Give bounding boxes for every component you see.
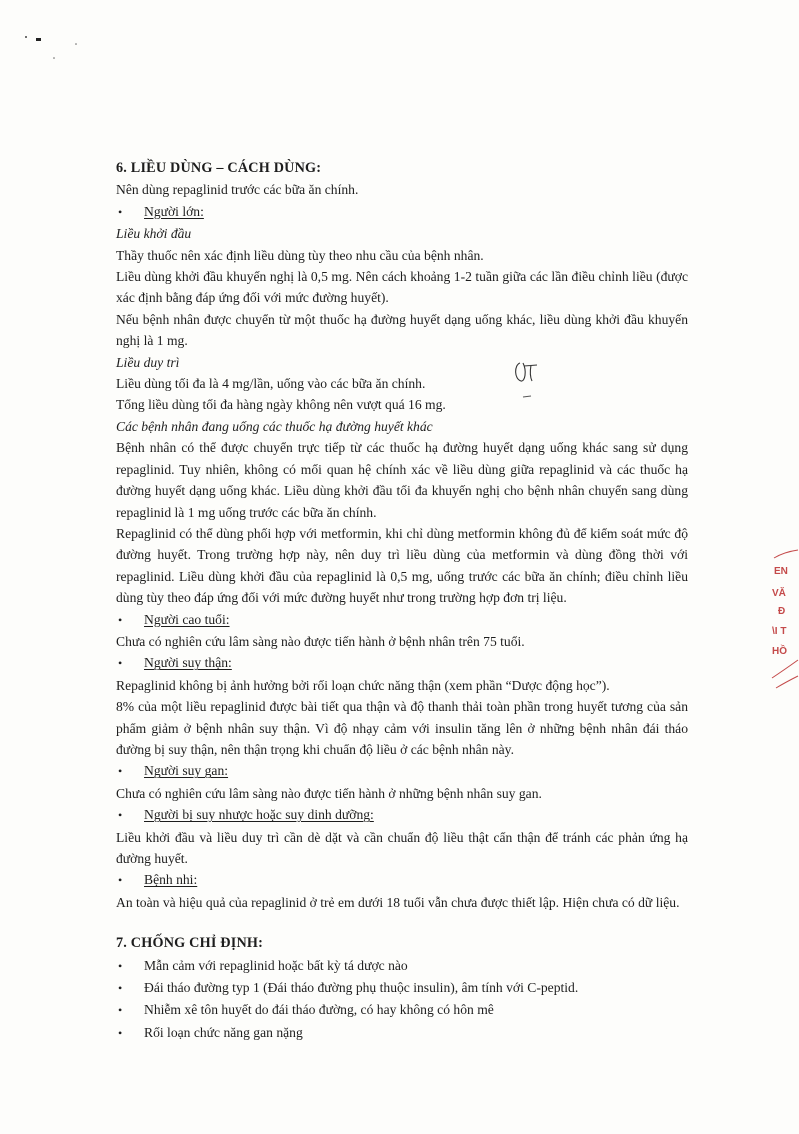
other-drugs-p1: Bệnh nhân có thể được chuyển trực tiếp từ các thuốc hạ đường huyết dạng uống khác sang sử dụng repaglinid. Tuy nhiên, không có mối quan hệ chính xác về liều dùng giữa repaglinid và các thuốc hạ đường huyết dạng uống khác. Liều dùng khởi đầu tối đa khuyến nghị cho bệnh nhân chuyển sang dùng repaglinid là 1 mg uống trước các bữa ăn chính. (116, 440, 688, 520)
hepatic-text: Chưa có nghiên cứu lâm sàng nào được tiến hành ở những bệnh nhân suy gan. (116, 785, 542, 801)
contraindication-item (116, 1022, 688, 1044)
margin-stamp (760, 548, 799, 698)
contraindication-item (116, 955, 688, 977)
initial-dose-p3: Nếu bệnh nhân được chuyển từ một thuốc hạ đường huyết dạng uống khác, liều dùng khởi đầu khuyến nghị là 1 mg. (116, 311, 688, 349)
subheading-maintenance: Liều duy trì (116, 354, 180, 370)
bullet-hepatic (116, 760, 688, 782)
bullet-icon: • (118, 1025, 123, 1040)
contraindication-text: Đái tháo đường typ 1 (Đái tháo đường phụ thuộc insulin), âm tính với C-peptid. (144, 980, 579, 996)
stamp-text: \I T (772, 626, 787, 637)
subheading-initial-dose: Liều khởi đầu (116, 226, 192, 242)
maintenance-p2: Tổng liều dùng tối đa hàng ngày không nên vượt quá 16 mg. (116, 397, 446, 413)
contraindication-text: Mẫn cảm với repaglinid hoặc bất kỳ tá dược nào (144, 957, 408, 973)
pediatric-text: An toàn và hiệu quả của repaglinid ở trẻ em dưới 18 tuổi vẫn chưa được thiết lập. Hiện chưa có dữ liệu. (116, 894, 680, 910)
subheading-hepatic: Người suy gan: (144, 763, 229, 779)
bullet-icon: • (118, 873, 123, 888)
debilitated-text: Liều khởi đầu và liều duy trì cần dè dặt và cần chuẩn độ liều thật cẩn thận để tránh các phản ứng hạ đường huyết. (116, 829, 688, 866)
section-6-heading: 6. LIỀU DÙNG – CÁCH DÙNG: (116, 160, 322, 176)
bullet-icon: • (118, 656, 123, 671)
subheading-adults: Người lớn: (144, 203, 204, 219)
bullet-icon: • (118, 808, 123, 823)
scan-specks (0, 0, 80, 60)
handwritten-mark (511, 357, 543, 401)
stamp-text: VĂ (772, 588, 786, 599)
bullet-icon: • (118, 764, 123, 779)
renal-p2: 8% của một liều repaglinid được bài tiết qua thận và độ thanh thải toàn phần trong huyết tương của sản phẩm giảm ở bệnh nhân suy thận. Vì độ nhạy cảm với insulin tăng lên ở những bệnh nhân đái tháo đường bị suy thận, nên thận trọng khi chuẩn độ liều ở các bệnh nhân này. (116, 699, 688, 757)
section-7-heading: 7. CHỐNG CHỈ ĐỊNH: (116, 935, 264, 952)
bullet-elderly (116, 609, 688, 631)
subheading-elderly: Người cao tuổi: (144, 611, 230, 627)
contraindication-item (116, 977, 688, 999)
bullet-icon: • (118, 958, 123, 973)
section-6-intro: Nên dùng repaglinid trước các bữa ăn chính. (116, 182, 359, 198)
bullet-icon: • (118, 612, 123, 627)
contraindication-text: Rối loạn chức năng gan nặng (144, 1024, 303, 1040)
subheading-pediatric: Bệnh nhi: (144, 872, 198, 888)
subheading-other-drugs: Các bệnh nhân đang uống các thuốc hạ đường huyết khác (116, 418, 433, 434)
stamp-text: HỒ (772, 646, 787, 657)
maintenance-p1: Liều dùng tối đa là 4 mg/lần, uống vào các bữa ăn chính. (116, 376, 426, 392)
renal-p1: Repaglinid không bị ảnh hưởng bởi rối loạn chức năng thận (xem phần “Dược động học”). (116, 677, 610, 693)
elderly-text: Chưa có nghiên cứu lâm sàng nào được tiến hành ở bệnh nhân trên 75 tuổi. (116, 633, 525, 649)
stamp-text: EN (774, 566, 788, 577)
subheading-debilitated: Người bị suy nhược hoặc suy dinh dưỡng: (144, 807, 374, 823)
document-body (116, 158, 688, 1044)
contraindication-item (116, 999, 688, 1021)
subheading-renal: Người suy thận: (144, 655, 232, 671)
bullet-icon: • (118, 981, 123, 996)
stamp-text: Đ (778, 606, 786, 617)
initial-dose-p1: Thầy thuốc nên xác định liều dùng tùy theo nhu cầu của bệnh nhân. (116, 247, 484, 263)
bullet-renal (116, 652, 688, 674)
bullet-pediatric (116, 869, 688, 891)
initial-dose-p2: Liều dùng khởi đầu khuyến nghị là 0,5 mg. Nên cách khoảng 1-2 tuần giữa các lần điều chỉnh liều (được xác định bằng đáp ứng đối với mức đường huyết). (116, 269, 688, 306)
contraindication-text: Nhiễm xê tôn huyết do đái tháo đường, có hay không có hôn mê (144, 1002, 494, 1018)
bullet-adults (116, 201, 688, 223)
bullet-debilitated (116, 804, 688, 826)
bullet-icon: • (118, 204, 123, 219)
bullet-icon: • (118, 1003, 123, 1018)
other-drugs-p2: Repaglinid có thể dùng phối hợp với metformin, khi chỉ dùng metformin không đủ để kiểm soát mức độ đường huyết. Trong trường hợp này, nên duy trì liều dùng của metformin và dùng đồng thời với repaglinid. Liều dùng khởi đầu của repaglinid là 0,5 mg, uống trước các bữa ăn chính; điều chỉnh liều dùng tùy theo đáp ứng đối với mức đường huyết như trong trường hợp đơn trị liệu. (116, 525, 688, 606)
